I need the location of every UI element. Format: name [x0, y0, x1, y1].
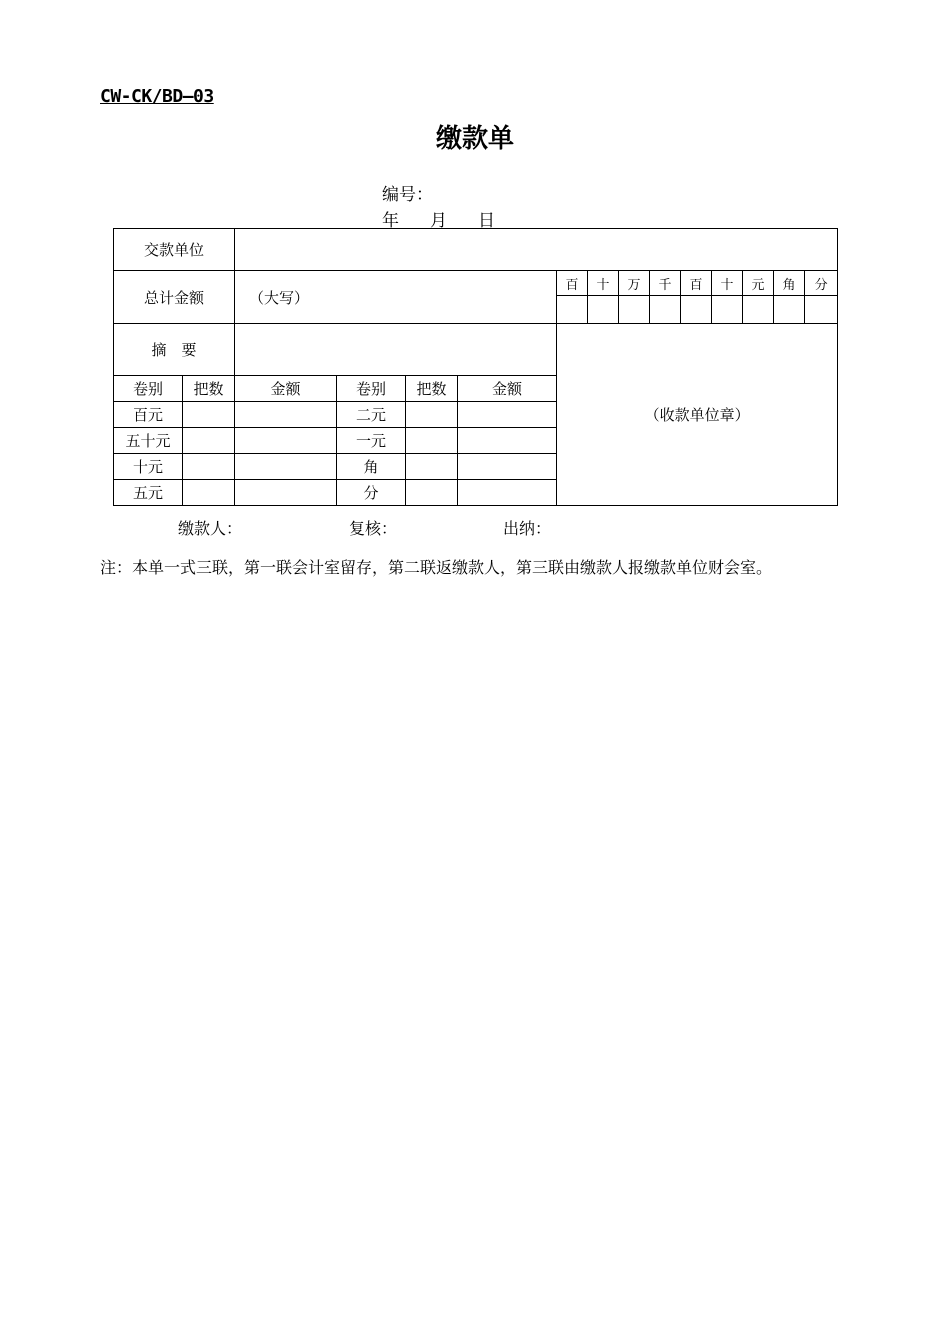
amount-cell[interactable]	[458, 402, 557, 428]
date-month: 月	[430, 211, 447, 231]
amount-cell[interactable]	[235, 480, 337, 506]
bundle-count-cell[interactable]	[183, 480, 235, 506]
denom-label: 五十元	[114, 428, 183, 454]
digit-header: 十	[588, 271, 619, 296]
total-amount-uppercase-field[interactable]: （大写）	[235, 271, 557, 324]
footnote: 注：本单一式三联，第一联会计室留存，第二联返缴款人，第三联由缴款人报缴款单位财会室。	[100, 558, 773, 577]
date-year: 年	[382, 211, 399, 231]
digit-header: 元	[743, 271, 774, 296]
serial-number-label: 编号：	[382, 185, 433, 205]
bundle-count-cell[interactable]	[406, 454, 458, 480]
document-code: CW-CK/BD—03	[100, 86, 214, 107]
amount-cell[interactable]	[458, 454, 557, 480]
amount-cell[interactable]	[235, 454, 337, 480]
summary-field[interactable]	[235, 324, 557, 376]
bundle-count-cell[interactable]	[183, 428, 235, 454]
digit-header: 百	[681, 271, 712, 296]
payment-form-table	[113, 228, 838, 506]
cashier-signature-label: 出纳：	[503, 519, 552, 538]
payer-signature-label: 缴款人：	[178, 519, 243, 538]
bundle-count-cell[interactable]	[183, 454, 235, 480]
digit-cell[interactable]	[588, 296, 619, 324]
date-day: 日	[478, 211, 495, 231]
digit-cell[interactable]	[557, 296, 588, 324]
denom-label: 二元	[337, 402, 406, 428]
digit-cell[interactable]	[805, 296, 838, 324]
bundle-count-cell[interactable]	[406, 402, 458, 428]
bundle-count-cell[interactable]	[406, 428, 458, 454]
reviewer-signature-label: 复核：	[349, 519, 398, 538]
denom-header: 卷别	[337, 376, 406, 402]
denom-label: 百元	[114, 402, 183, 428]
denom-header: 卷别	[114, 376, 183, 402]
denom-header: 把数	[183, 376, 235, 402]
amount-cell[interactable]	[458, 480, 557, 506]
amount-cell[interactable]	[235, 428, 337, 454]
digit-header: 分	[805, 271, 838, 296]
receiving-unit-stamp-area: （收款单位章）	[557, 324, 838, 506]
total-amount-label: 总计金额	[114, 271, 235, 324]
payer-unit-label: 交款单位	[114, 229, 235, 271]
digit-cell[interactable]	[712, 296, 743, 324]
digit-cell[interactable]	[681, 296, 712, 324]
digit-cell[interactable]	[774, 296, 805, 324]
digit-cell[interactable]	[619, 296, 650, 324]
digit-header: 十	[712, 271, 743, 296]
digit-header: 千	[650, 271, 681, 296]
digit-header: 角	[774, 271, 805, 296]
denom-header: 金额	[235, 376, 337, 402]
denom-header: 金额	[458, 376, 557, 402]
denom-label: 分	[337, 480, 406, 506]
denom-header: 把数	[406, 376, 458, 402]
denom-label: 一元	[337, 428, 406, 454]
denom-label: 五元	[114, 480, 183, 506]
digit-header: 万	[619, 271, 650, 296]
amount-cell[interactable]	[235, 402, 337, 428]
denom-label: 角	[337, 454, 406, 480]
digit-cell[interactable]	[650, 296, 681, 324]
digit-header: 百	[557, 271, 588, 296]
page-title: 缴款单	[435, 124, 514, 154]
bundle-count-cell[interactable]	[183, 402, 235, 428]
summary-label: 摘 要	[114, 324, 235, 376]
denom-label: 十元	[114, 454, 183, 480]
bundle-count-cell[interactable]	[406, 480, 458, 506]
amount-cell[interactable]	[458, 428, 557, 454]
digit-cell[interactable]	[743, 296, 774, 324]
payer-unit-field[interactable]	[235, 229, 838, 271]
